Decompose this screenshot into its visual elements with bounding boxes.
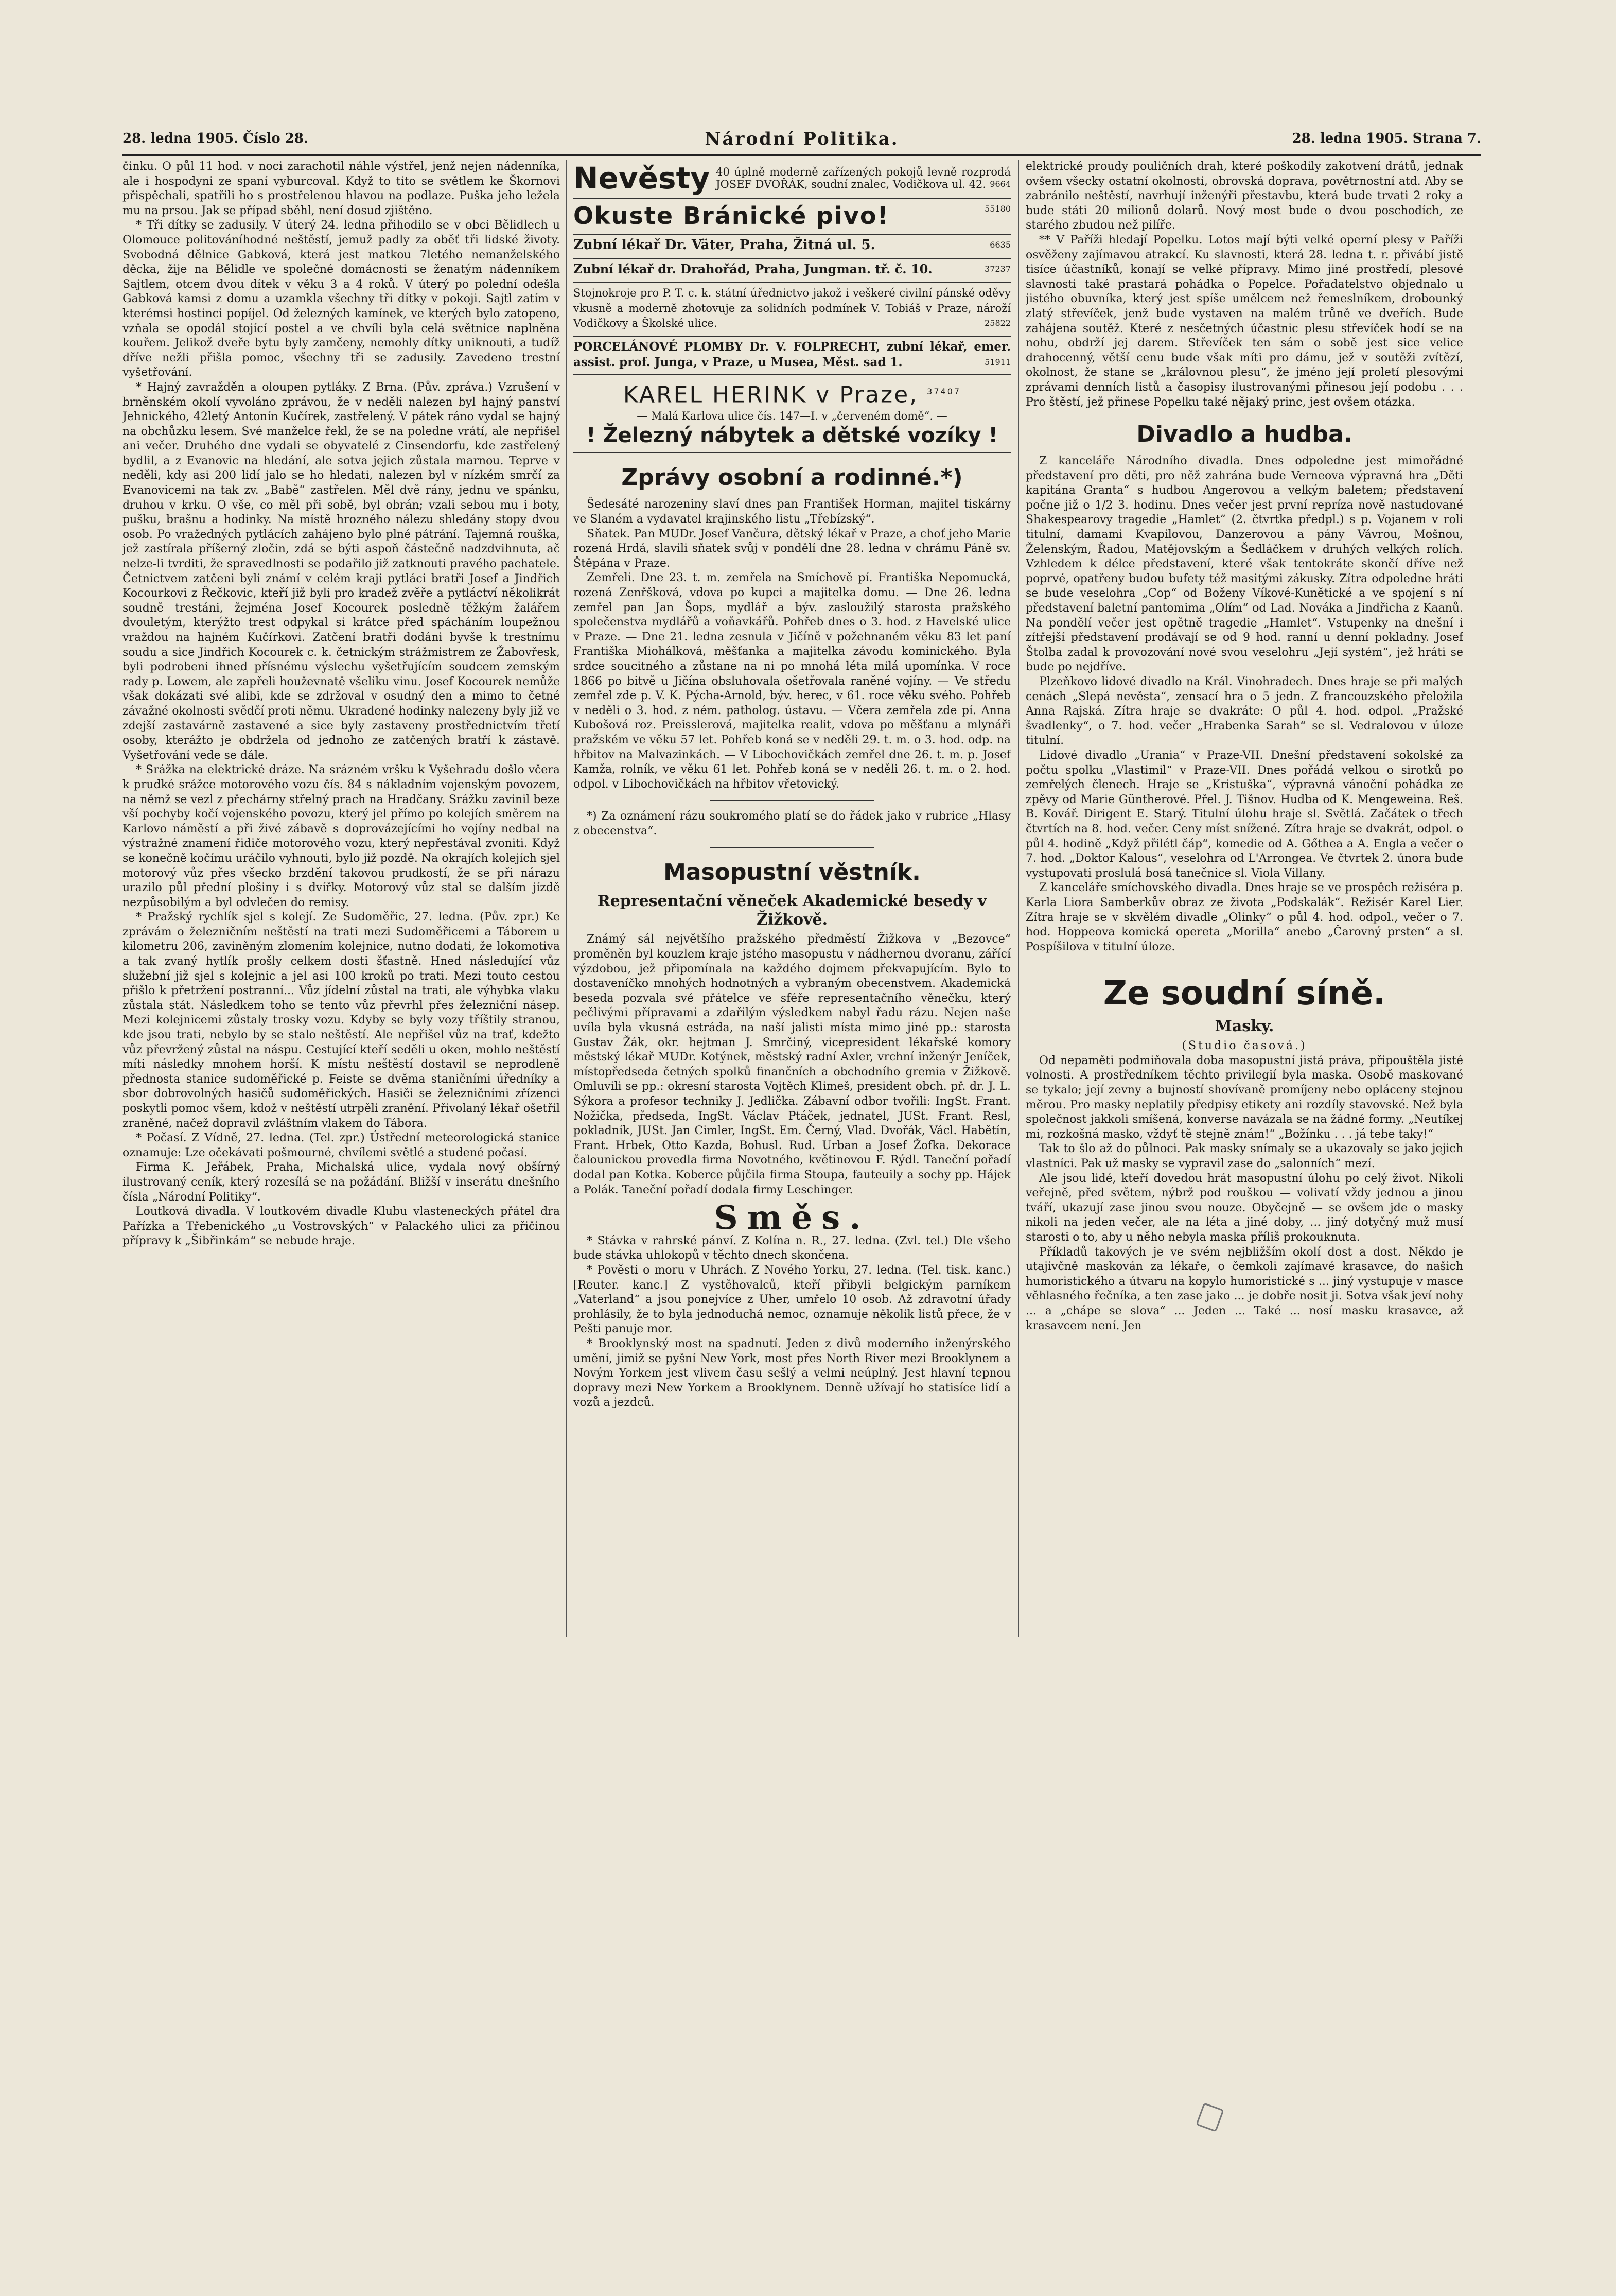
advertisement xyxy=(573,259,1011,283)
article-paragraph: * Hajný zavražděn a oloupen pytláky. Z Brna. (Pův. zpráva.) Vzrušení v brněnském okolí vyvoláno zprávou, že v neděli nalezen byl hajný panství Jehnického, 42letý Antonín Kučírek, zastřelený. V pátek ráno vydal se hajný na obchůzku lesem. Své manželce řekl, že se na poledne vrátí, ale nepřišel ani večer. Druhého dne vydali se obyvatelé z Cinsendorfu, kde zastřelený bydlil, a z Evanovic na hledání, ale sotva jejich zůstala marnou. Teprve v neděli, kdy asi 200 lidí jalo se ho hledati, nalezen byl v nízkém smrčí za Evanovicemi na tak zv. „Babě“ zastřelen. Měl dvě rány, jednu ve spánku, druhou v krku. O vše, co měl při sobě, byl obrán; vzali sebou mu i boty, pušku, brašnu a hodinky. Na místě hrozného nálezu shledány stopy dvou osob. Po vražedných pytlácích zahájeno bylo plné pátrání. Tajemná rouška, jež zastírala příšerný zločin, zdá se býti aspoň částečně nadzdvihnuta, ač nelze-li tvrditi, že spravedlnosti se podařilo již zatknouti pravého pachatele. Četnictvem zatčeni byli známí v celém kraji pytláci bratři Josef a Jindřich Kocourkovi z Řečkovic, kteří již byli pro kradež zvěře a pytláctví několikrát soudně trestáni, žejména Josef Kocourek posledně těžkým žalářem dvouletým, kterýžto trest odpykal si krátce před spácháním loupežnou vraždou na hajném Kučírkovi. Zatčení bratři dodáni byvše k trestnímu soudu a sice Jindřich Kocourek c. k. četnickým strážmistrem ze Žabovřesk, byli podrobeni ihned přísnému výslechu vyšetřujícím soudcem zemským rady p. Lowem, ale zapřeli houževnatě všeliku vinu. Josef Kocourek nemůže však dokázati své alibi, kde se zdržoval v osudný den a mimo to četné závažné okolnosti svědčí proti němu. Ukradené hodinky nalezeny byly již ve zdejší zastavárně zastavené a sice byly zastaveny prostřednictvím třetí osoby, kterážto je obdržela od jednoho ze zatčených bratří k zástavě. Vyšetřování vede se dále. xyxy=(122,380,560,762)
ad-body: 40 úplně moderně zařízených pokojů levně rozprodá JOSEF DVOŘÁK, soudní znalec, Vodičkova ul. 42. xyxy=(716,166,1011,190)
advertisement xyxy=(573,235,1011,259)
article-paragraph: ** V Paříži hledají Popelku. Lotos mají býti velké operní plesy v Paříži osvěženy zajímavou atrakcí. Ku slavnosti, která 28. ledna t. r. přivábí jistě tisíce účastníků, konají se velké přípravy. Mimo jiné prostředí, plesové slavnosti také prastará pohádka o Popelce. Pořadatelstvo objednalo u jistého obuvníka, který jest spíše umělcem než řemeslníkem, drobounký zlatý střevíček, jenž bude vystaven na malém trůně ve dveřích. Bude zahájena soutěž. Které z nesčetných účastnic plesu střevíček hodí se na nohu, obdrží jej darem. Střevíček ten sám o sobě jest sice velice drahocenný, větší cenu bude však míti pro dámu, jež v soutěži zvítězí, okolnost, že stane se „královnou plesu“, že jméno její proletí plesovými zprávami denních listů a časopisy ilustrovanými přinesou její podobu . . . Pro štěstí, jež přinese Popelku také nějaký princ, jest ovšem otázka. xyxy=(1026,233,1463,409)
ad-number: 51911 xyxy=(985,357,1011,367)
ad-text: Zubní lékař dr. Drahořád, Praha, Jungman. tř. č. 10. xyxy=(573,261,933,276)
ad-headline: Okuste Bránické pivo! xyxy=(573,202,889,230)
ad-slogan: ! Železný nábytek a dětské vozíky ! xyxy=(586,424,998,448)
ad-number: 9664 xyxy=(990,179,1011,189)
article-paragraph: * Počasí. Z Vídně, 27. ledna. (Tel. zpr.) Ústřední meteorologická stanice oznamuje: Lze očekávati pošmourné, chvílemi světlé a studené počasí. xyxy=(122,1132,560,1159)
article-paragraph: Známý sál největšího pražského předměstí Žižkova v „Bezovce“ proměněn byl kouzlem kraje jstého masopustu v nádhernou dvoranu, zářící výzdobou, jež připomínala na každého dojmem překvapujícím. Bylo to dostaveníčko mnohých hodnotných a vybraným obecenstvem. Akademická beseda pozvala své přátelce ve sféře representačního věnečku, který pečlivými přípravami a zdařilým výsledkem nabyl řadu rázu. Nejen naše uvíla byla vkusná estráda, na naší jalisti místa mimo jiné pp.: starosta Gustav Žák, okr. hejtman J. Smrčiný, vicepresident lékařské komory městský lékař MUDr. Kotýnek, městský radní Axler, vrchní inženýr Jeníček, místopředseda četných spolků finančních a obchodního gremia v Žižkově. Omluvili se pp.: okresní starosta Vojtěch Klimeš, president obch. př. dr. J. L. Sýkora a profesor techniky J. Jedlička. Zábavní odbor tvořili: IngSt. Frant. Nožička, předseda, IngSt. Václav Ptáček, jednatel, JUSt. Frant. Resl, pokladník, JUSt. Jan Cimler, IngSt. Em. Černý, Vlad. Dvořák, Václ. Habětín, Frant. Hrbek, Otto Kazda, Bohusl. Rud. Urban a Josef Žofka. Dekorace čalounickou provedla firma Novotného, květinovou F. Rýdl. Taneční pořadí dodal pan Kotka. Koberce půjčila firma Stoupa, fauteuily a sochy pp. Hájek a Polák. Taneční pořadí dodala firmy Leschinger. xyxy=(573,933,1011,1196)
advertisement xyxy=(573,283,1011,337)
column-3 xyxy=(1026,160,1463,1874)
ad-text: PORCELÁNOVÉ PLOMBY Dr. V. FOLPRECHT, zubní lékař, emer. assist. prof. Junga, v Praze, u Musea, Měst. sad 1. xyxy=(573,339,1011,369)
section-heading: Směs. xyxy=(714,1198,870,1238)
ad-address: — Malá Karlova ulice čís. 147—I. v „červeném domě“. — xyxy=(637,409,947,422)
advertisement xyxy=(573,199,1011,235)
ad-text: Zubní lékař Dr. Väter, Praha, Žitná ul. 5. xyxy=(573,237,875,253)
article-paragraph: Od nepaměti podmiňovala doba masopustní jistá práva, připouštěla jisté volnosti. A prostředníkem těchto privilegií byla maska. Osobě maskované se tykalo; její zevny a bujností shovívaně promíjeny nebo opláceny stejnou měrou. Pro masky neplatily předpisy etikety ani rozdíly stavovské. Než byla společnost jakkoli smíšená, konverse navázala se na žádné formy. „Neutíkej mi, rozkošná masko, vždyť tě stejně znám!“ „Božínku . . . já tebe taky!“ xyxy=(1026,1054,1463,1141)
section-heading: Ze soudní síně. xyxy=(1103,975,1386,1013)
stray-ink-mark xyxy=(1196,2102,1224,2132)
header-date-issue: 28. ledna 1905. Číslo 28. xyxy=(122,131,308,146)
footnote: *) Za oznámení rázu soukromého platí se do řádek jako v rubrice „Hlasy z obecenstva“. xyxy=(573,810,1011,838)
article-paragraph: činku. O půl 11 hod. v noci zarachotil náhle výstřel, jenž nejen nádenníka, ale i hospodyni ze spaní vyburcoval. Když to tito se světlem ke Škornovi přispěchali, spatřili ho s prostřelenou hlavou na podlaze. Puška jeho ležela mu na prsou. Jak se případ sběhl, není dosud zjištěno. xyxy=(122,160,560,217)
page-header xyxy=(122,128,1481,156)
article-paragraph: * Stávka v rahrské pánví. Z Kolína n. R., 27. ledna. (Zvl. tel.) Dle všeho bude stávka uhlokopů v těchto dnech skončena. xyxy=(573,1234,1011,1262)
column-1 xyxy=(122,160,560,1874)
column-rule-1 xyxy=(566,160,567,1637)
article-paragraph: Tak to šlo až do půlnoci. Pak masky snímaly se a ukazovaly se jako jejich vlastníci. Pak už masky se vypravil zase do „salonních“ mezí. xyxy=(1026,1142,1463,1171)
section-heading: Zprávy osobní a rodinné.*) xyxy=(621,464,963,491)
article-paragraph: Šedesáté narozeniny slaví dnes pan František Horman, majitel tiskárny ve Slaném a vydavatel krajinského listu „Třebízský“. xyxy=(573,498,1011,526)
ad-text: Stojnokroje pro P. T. c. k. státní úřednictvo jakož i veškeré civilní pánské oděvy vkusně a moderně zhotovuje za solidních podmínek V. Tobiáš v Praze, nároží Vodičkovy a Školské ulice. xyxy=(573,287,1011,330)
divider xyxy=(710,800,874,801)
article-paragraph: Příkladů takových je ve svém nejbližším okolí dost a dost. Někdo je utajivčně maskován za lékaře, o čemkoli zajímavé krasavce, do našich humoristického a útvaru na kopylo humoristické s ... jiný vystupuje v masce věhlasného řečníka, a ten zase jako ... je dobře nosit ji. Sotva však jeví nohy ... a „chápe se slova“ ... Jeden ... Také ... nosí masku krasavce, až krasavcem není. Jen xyxy=(1026,1245,1463,1332)
article-paragraph: Z kanceláře Národního divadla. Dnes odpoledne jest mimořádné představení pro děti, pro něž zahrána bude Verneova výpravná hra „Děti kapitána Granta“ s hudbou Angerovou a velkým baletem; představení počne již o 1/2 3. hodinu. Dnes večer jest první repríza nově nastudované Shakespearovy tragedie „Hamlet“ (2. čtvrtka předpl.) s p. Vojanem v roli titulní, damami Kvapilovou, Danzerovou a pány Vávrou, Mošnou, Želenským, Řadou, Matějovským a Šedláčkem v druhých velkých rolích. Vzhledem k délce představení, které však tentokráte skončí dříve než poprvé, opatřeny budou bufety též masitými zákusky. Zítra odpoledne hráti se bude veselohra „Cop“ od Boženy Víkové-Kunětické a ve spojení s ní představení baletní pantomima „Olím“ od Lad. Nováka a Jindřicha z Kaanů. Na pondělí večer jest opětně tragedie „Hamlet“. Vstupenky na dnešní i zítřejší představení prodávají se od 9 hod. ranní u denní pokladny. Josef Štolba zadal k provozování nové svou veselohru „Její systém“, jež hráti se bude po nejdříve. xyxy=(1026,455,1463,674)
ad-number: 55180 xyxy=(985,204,1011,214)
article-paragraph: * Tři dítky se zadusily. V úterý 24. ledna přihodilo se v obci Bělidlech u Olomouce politováníhodné neštěstí, jemuž padly za oběť tři lidské životy. Svobodná dělnice Gabková, která jest matkou 7letého nemanželského děcka, žije na Bělidle ve společné domácnosti se ženatým nádenníkem Sajtlem, otcem dvou dítek v věku 3 a 4 roků. V úterý po polední odešla Gabková kamsi z domu a uzamkla všechny tři dítky v pokoji. Sajtl zatím v kterémsi hostinci popíjel. Od železných kamínek, ve kterých bylo zatopeno, vzňala se opodál stojící postel a ve chvíli byla celá světnice naplněna kouřem. Jelikož dveře bytu byly zamčeny, nemohly dítky uniknouti, a tudíž dříve nežli přišla pomoc, všechny tři se zadusily. Zavedeno trestní vyšetřování. xyxy=(122,219,560,379)
advertisement xyxy=(573,375,1011,453)
article-paragraph: Ale jsou lidé, kteří dovedou hrát masopustní úlohu po celý život. Nikoli veřejně, před světem, nýbrž pod rouškou — volivatí vždy jednou a jinou tváří, ukazují zase jinou svou nouze. Obyčejně — se ovšem jde o masky nikoli na jeden večer, ale na léta a jiné doby, ... jiný dotyčný muž musí starosti o to, aby u něho nebyla maska příliš prokouknuta. xyxy=(1026,1172,1463,1244)
advertisement xyxy=(573,160,1011,199)
header-date-page: 28. ledna 1905. Strana 7. xyxy=(1292,131,1481,146)
ad-number: 25822 xyxy=(985,318,1011,328)
article-paragraph: Zemřeli. Dne 23. t. m. zemřela na Smíchově pí. Františka Nepomucká, rozená Zenřšková, vdova po kupci a majitelka domu. — Dne 26. ledna zemřel pan Jan Šops, mydlář a býv. zasloužilý starosta pražského společenstva mydlářů a voňavkářů. Pohřeb dnes o 3. hod. z Havelské ulice v Praze. — Dne 21. ledna zesnula v Jičíně v požehnaném věku 83 let paní Františka Miohálková, měšťanka a majitelka závodu kominického. Byla srdce soucitného a zůstane na ni po mnohá léta milá upomínka. V roce 1866 po bitvě u Jičína obsluhovala ošetřovala raněné vojíny. — Ve středu zemřel zde p. V. K. Pýcha-Arnold, býv. herec, v 61. roce věku svého. Pohřeb v neděli o 3. hod. z ném. patholog. ústavu. — Včera zemřela zde pí. Anna Kubošová roz. Preisslerová, majitelka realit, vdova po měšťanu a mlynáři pražském ve věku 57 let. Pohřeb koná se v neděli 29. t. m. o 3. hod. odp. na hřbitov na Malvazinkách. — V Libochovičkách zemřel dne 26. t. m. p. Josef Kamža, rolník, ve věku 61 let. Pohřeb koná se v neděli 26. t. m. o 2. hod. odpol. v Libochovičkách na hřbitov vřetovický. xyxy=(573,571,1011,791)
column-rule-2 xyxy=(1018,160,1019,1637)
article-subheading-note: (Studio časová.) xyxy=(1182,1039,1307,1053)
article-paragraph: Z kanceláře smíchovského divadla. Dnes hraje se ve prospěch režiséra p. Karla Liora Samberkův obraz ze života „Podskalák“. Režisér Karel Lier. Zítra hraje se v skvělém divadle „Olinky“ o půl 4. hod. odpol., večer o 7. hod. Hoppeova komická opereta „Morilla“ anebo „Čarovný prsten“ a sl. Pospíšilova v titulní úloze. xyxy=(1026,881,1463,953)
ad-number: 37237 xyxy=(985,264,1011,274)
ad-text xyxy=(716,166,1011,190)
ad-number: 6635 xyxy=(990,240,1011,250)
article-paragraph: * Brooklynský most na spadnutí. Jeden z divů moderního inženýrského umění, jimiž se pyšní New York, most přes North River mezi Brooklynem a Novým Yorkem jest vlivem času sešlý a velmi neúplný. Jest hlavní tepnou dopravy mezi New Yorkem a Brooklynem. Denně užívají ho statisíce lidí a vozů a jezdců. xyxy=(573,1337,1011,1410)
article-paragraph: * Pražský rychlík sjel s kolejí. Ze Sudoměřic, 27. ledna. (Pův. zpr.) Ke zprávám o železničním neštěstí na trati mezi Sudoměřicemi a Táborem u kilometru 206, zaviněným zlomením kolejnice, nutno dodati, že lokomotiva a tak zvaný hytlík prošly celkem dosti šťastně. Hned následující vůz služební již sjel s kolejnic a jel asi 100 kroků po trati. Mezi touto cestou přišlo k přetržení postranní... Vůz jídelní zůstal na trati, ale výhybka vlaku zůstala stát. Následkem toho se tento vůz převrhl přes železniční násep. Mezi kolejnicemi zůstaly trosky vozu. Kdyby se byly vozy tříštily stranou, kde jsou trati, nebylo by se stalo neštěstí. Ale nepřišel vůz na trať, kdežto vůz převržený zůstal na náspu. Cestující kteří seděli u oken, mohlo neštěstí míti následky mnohem horší. K místu neštěstí dostavil se neprodleně přednosta stanice sudoměřické p. Feiste se dvěma staničními úředníky a sbor dobrovolných hasičů sudoměřických. Hasiči se železničními zřízenci poskytli pomoc všem, kdož v neštěstí utrpěli zranění. Přivolaný lékař ošetřil zraněné, načež dopravil zvláštním vlakem do Tábora. xyxy=(122,911,560,1130)
article-subheading: Masky. xyxy=(1215,1017,1274,1036)
ad-number: 37407 xyxy=(927,387,961,397)
advertisement xyxy=(573,337,1011,375)
article-paragraph: Plzeňkovo lidové divadlo na Král. Vinohradech. Dnes hraje se při malých cenách „Slepá nevěsta“, zensací hra o 5 jedn. Z francouzského přeložila Anna Rajská. Zítra hraje se dvakráte: O půl 4. hod. odpol. „Pražské švadlenky“, o 7. hod. večer „Hrabenka Sarah“ se sl. Vedralovou v úloze titulní. xyxy=(1026,675,1463,747)
masthead-title: Národní Politika. xyxy=(705,129,899,149)
section-heading: Masopustní věstník. xyxy=(663,859,921,886)
article-paragraph: Firma K. Jeřábek, Praha, Michalská ulice, vydala nový obšírný ilustrovaný ceník, který rozesílá se na požádání. Bližší v inserátu dnešního čísla „Národní Politiky“. xyxy=(122,1161,560,1204)
article-paragraph: Loutková divadla. V loutkovém divadle Klubu vlasteneckých přátel dra Pařízka a Třebenického „u Vostrovských“ v Palackého ulici za přičinou přípravy k „Šibřinkám“ se nebude hraje. xyxy=(122,1205,560,1248)
column-2 xyxy=(573,160,1011,1874)
ad-headline: Nevěsty xyxy=(573,161,710,196)
article-paragraph: elektrické proudy pouličních drah, které poškodily zakotvení drátů, jednak ovšem všecky ostatní okolnosti, obrovská doprava, povětrnostní atd. Aby se zabránilo neštěstí, navrhují inženýři přestavbu, která bude trvati 2 roky a bude státi 20 milionů dolarů. Nový most bude o dvou poschodích, ze starého zbudou než pilíře. xyxy=(1026,160,1463,232)
divider xyxy=(710,847,874,848)
article-paragraph: Lidové divadlo „Urania“ v Praze-VII. Dnešní představení sokolské za počtu spolku „Vlastimil“ v Praze-VII. Dnes pořádá velkou o sirotků po zemřelých členech. Hraje se „Kristuška“, výpravná vánoční pohádka ze zpěvy od Marie Güntherové. Přel. J. Tišnov. Hudba od K. Mengeweina. Reš. B. Kovář. Dirigent E. Starý. Titulní úlohu hraje sl. Světlá. Začátek o třech čtvrtích na 8. hod. večer. Ceny míst snížené. Zítra hraje se dvakrát, odpol. o půl 4. hodině „Když přilétl čáp“, komedie od A. Gőthea a A. Engla a večer o 7. hod. „Doktor Kalous“, veselohra od L'Arrongea. Ve čtvrtek 2. února bude vystupovati proslulá bosá tanečnice sl. Viola Villany. xyxy=(1026,749,1463,880)
article-paragraph: Sňatek. Pan MUDr. Josef Vančura, dětský lékař v Praze, a choť jeho Marie rozená Hrdá, slavili sňatek svůj v pondělí dne 28. ledna v chrámu Páně sv. Štěpána v Praze. xyxy=(573,527,1011,570)
ad-company-name: KAREL HERINK v Praze, xyxy=(623,381,919,408)
ad-headline xyxy=(573,378,1011,409)
article-paragraph: * Srážka na elektrické dráze. Na srázném vršku k Vyšehradu došlo včera k prudké srážce motorového vozu čís. 84 s nákladním vojenským povozem, na němž se vezl z přechárny střelný prach na Hradčany. Srážku zavinil beze vší pochyby kočí vojenského povozu, který jel přímo po kolejích směrem na Karlovo náměstí a při živé zábavě s doprovázejícími ho vojíny nedbal na výstražné znamení řidiče motorového vozu, který nepřestával zvoniti. Když se konečně kočímu uráčilo vyhnouti, bylo již pozdě. Na okrajích kolejích sjel motorový vůz přes všecko brzdění takovou prudkostí, že se při nárazu urazilo půl přední plošiny i s dvířky. Motorový vůz stal se dalším jízdě nezpůsobilým a byl odvlečen do remisy. xyxy=(122,763,560,909)
section-heading: Divadlo a hudba. xyxy=(1136,421,1352,448)
article-paragraph: * Pověsti o moru v Uhrách. Z Nového Yorku, 27. ledna. (Tel. tisk. kanc.) [Reuter. kanc.] Z vystěhovalců, kteří přibyli belgickým parníkem „Vaterland“ a jsou ponejvíce z Uher, umřelo 10 osob. Až zdravotní úřady prohlásily, že to byla jednoduchá nemoc, oznamuje několik listů přece, že v Pešti panuje mor. xyxy=(573,1263,1011,1336)
article-subheading: Representační věneček Akademické besedy v Žižkově. xyxy=(597,892,987,929)
